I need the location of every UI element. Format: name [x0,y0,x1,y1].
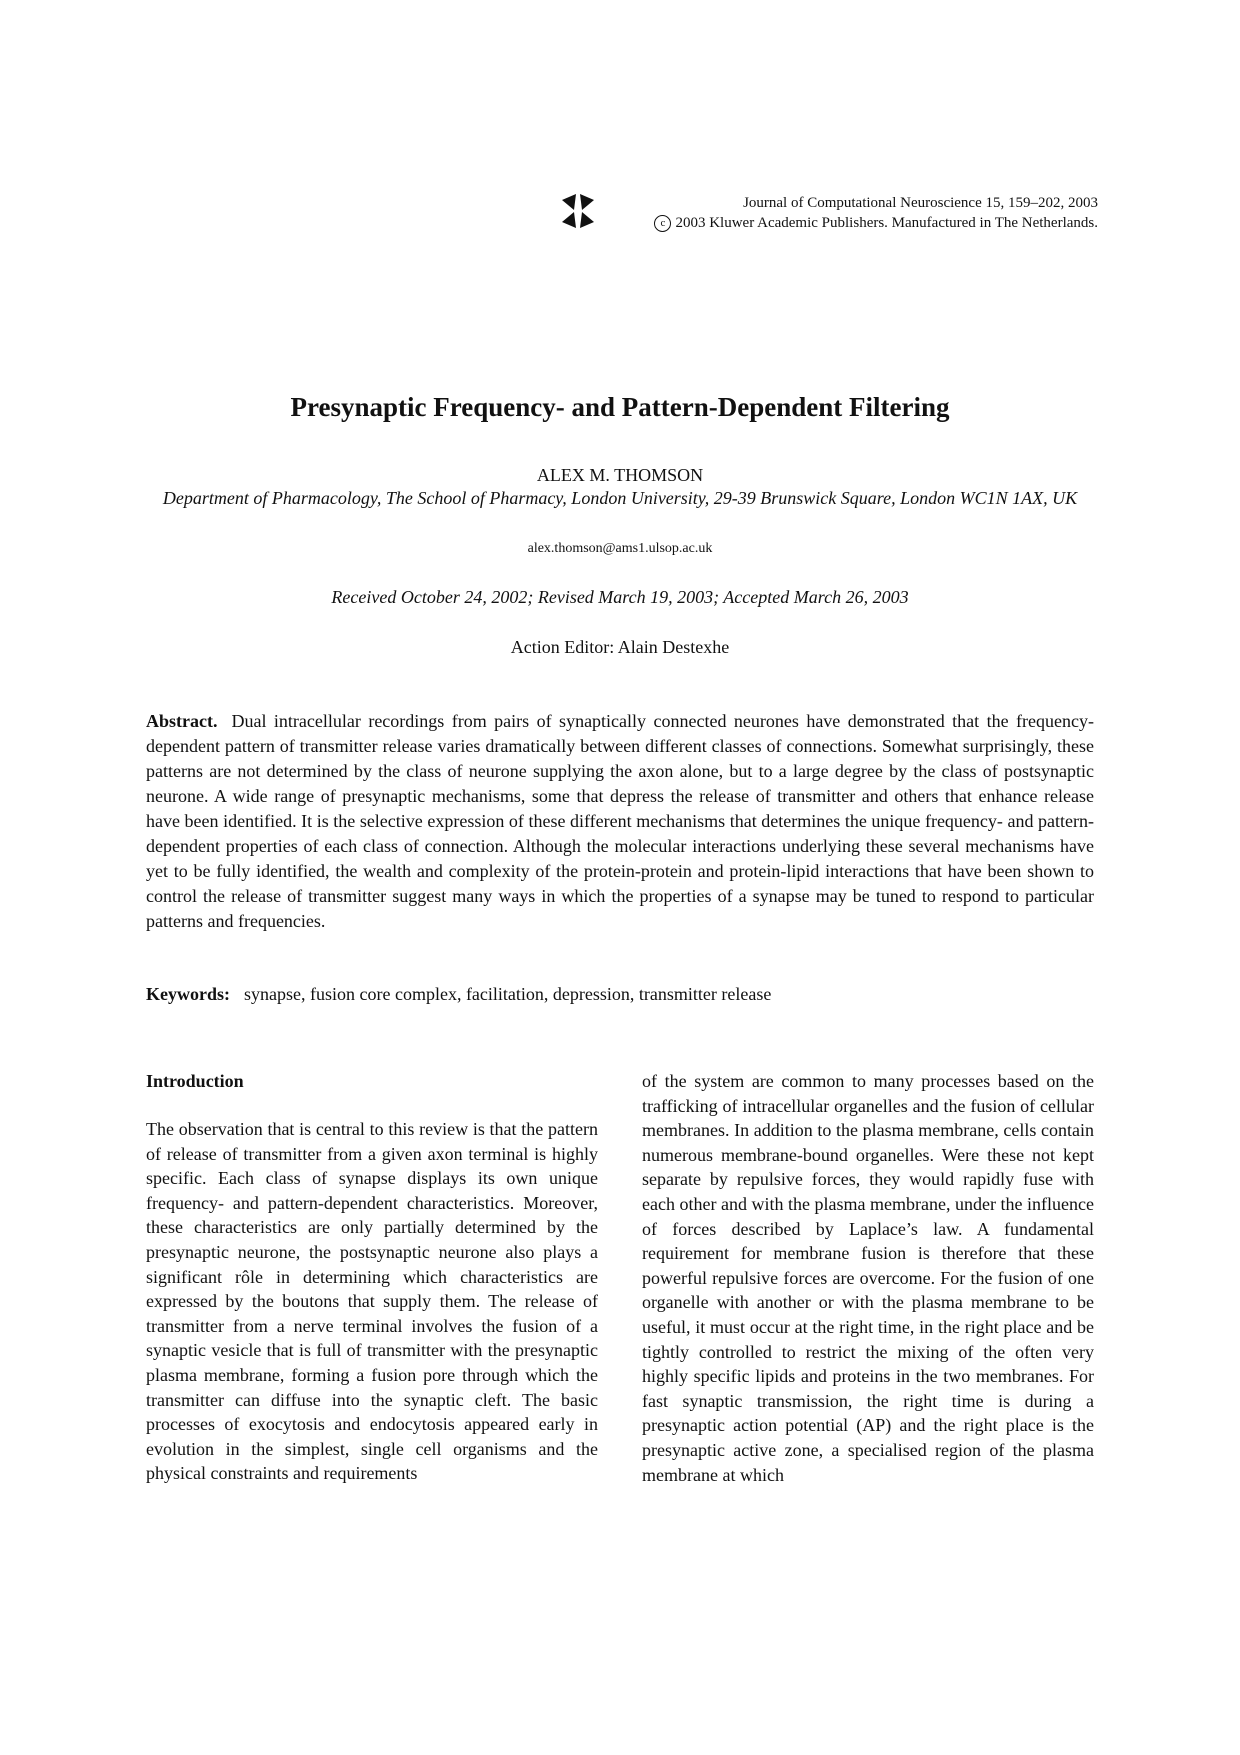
section-heading-introduction: Introduction [146,1071,244,1091]
author-name: ALEX M. THOMSON [536,465,704,485]
journal-header [518,193,1098,233]
author-affiliation: Department of Pharmacology, The School of Pharmacy, London University, 29-39 Brunswick Square, London WC1N 1AX, UK [162,488,1078,508]
abstract-label: Abstract. [146,711,218,731]
journal-citation: Journal of Computational Neuroscience 15, 159–202, 2003 [743,195,1098,211]
copyright-text: 2003 Kluwer Academic Publishers. Manufactured in The Netherlands. [675,215,1098,231]
body-column-left [146,1069,598,1486]
paper-title: Presynaptic Frequency- and Pattern-Dependent Filtering [290,392,950,422]
action-editor: Action Editor: Alain Destexhe [510,637,730,657]
abstract [146,709,1094,934]
submission-dates: Received October 24, 2002; Revised March 19, 2003; Accepted March 26, 2003 [331,587,909,607]
copyright-line [518,213,1098,233]
body-column-right [642,1069,1094,1487]
keywords-text: synapse, fusion core complex, facilitation, depression, transmitter release [244,984,772,1004]
author-email[interactable]: alex.thomson@ams1.ulsop.ac.uk [527,541,713,556]
copyright-symbol: c [654,215,671,232]
body-text-left: The observation that is central to this review is that the pattern of release of transmitter from a given axon terminal is highly specific. Each class of synapse displays its own unique frequency- and pattern-dependent characteristics. Moreover, these characteristics are only partially determined by the presynaptic neurone, the postsynaptic neurone also plays a significant rôle in determining which characteristics are expressed by the boutons that supply them. The release of transmitter from a nerve terminal involves the fusion of a synaptic vesicle that is full of transmitter with the presynaptic plasma membrane, forming a fusion pore through which the transmitter can diffuse into the synaptic cleft. The basic processes of exocytosis and endocytosis appeared early in evolution in the simplest, single cell organisms and the physical constraints and requirements [146,1119,598,1484]
keywords [146,982,1094,1007]
body-text-right: of the system are common to many processes based on the trafficking of intracellular organelles and the fusion of cellular membranes. In addition to the plasma membrane, cells contain numerous membrane-bound organelles. Were these not kept separate by repulsive forces, they would rapidly fuse with each other and with the plasma membrane, under the influence of forces described by Laplace’s law. A fundamental requirement for membrane fusion is therefore that these powerful repulsive forces are overcome. For the fusion of one organelle with another or with the plasma membrane to be useful, it must occur at the right time, in the right place and be tightly controlled to restrict the mixing of the often very highly specific lipids and proteins in the two membranes. For fast synaptic transmission, the right time is during a presynaptic action potential (AP) and the right place is the presynaptic active zone, a specialised region of the plasma membrane at which [642,1071,1094,1485]
keywords-label: Keywords: [146,984,230,1004]
abstract-text: Dual intracellular recordings from pairs of synaptically connected neurones have demonstrated that the frequency-dependent pattern of transmitter release varies dramatically between different classes of connections. Somewhat surprisingly, these patterns are not determined by the class of neurone supplying the axon alone, but to a large degree by the class of postsynaptic neurone. A wide range of presynaptic mechanisms, some that depress the release of transmitter and others that enhance release have been identified. It is the selective expression of these different mechanisms that determines the unique frequency- and pattern-dependent properties of each class of connection. Although the molecular interactions underlying these several mechanisms have yet to be fully identified, the wealth and complexity of the protein-protein and protein-lipid interactions that have been shown to control the release of transmitter suggest many ways in which the properties of a synapse may be tuned to respond to particular patterns and frequencies. [146,711,1094,931]
